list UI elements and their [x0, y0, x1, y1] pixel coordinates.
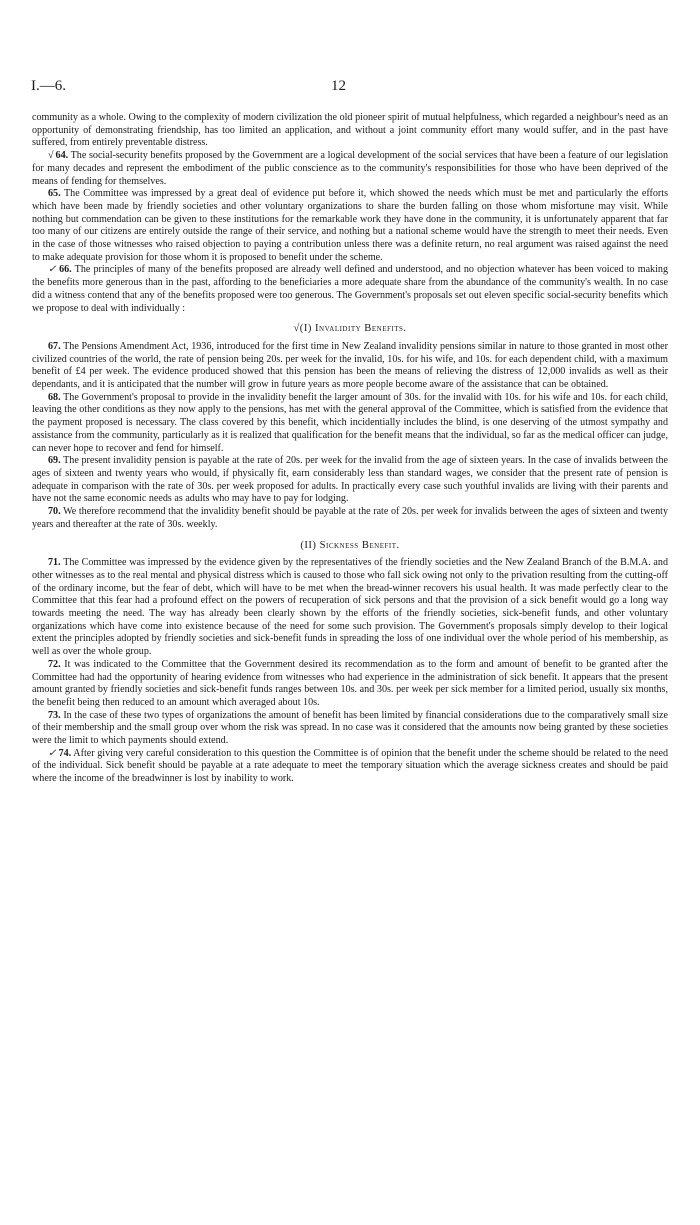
paragraph-text: community as a whole. Owing to the complexity of modern civilization the old pioneer spirit of mutual helpfulness, which regarded a neighbour's need as an opportunity of demonstrating friendship, has too limited an application, and without a joint community effort many would suffer, and in the past have suffered, from entirely preventable distress.: [32, 112, 668, 149]
paragraph-67: [32, 341, 668, 392]
page-header: [31, 78, 669, 98]
paragraph-number: 68.: [48, 391, 61, 403]
paragraph-number: 73.: [48, 709, 61, 721]
paragraph-number: 72.: [48, 658, 61, 670]
paragraph-text: The Committee was impressed by the evidence given by the representatives of the friendly societies and the New Zealand Branch of the B.M.A. and other witnesses as to the real mental and physical distress which is caused to those who fall sick owing not only to the privation resulting from the cutting-off of the ordinary income, but the fear of debt, which will have to be met when the bread-winner recovers his usual health. It was made perfectly clear to the Committee that this fear had a profound effect on the powers of recuperation of sick persons and that the provision of a sick benefit would go a long way towards meeting the need. The way has already been clearly shown by the efforts of the friendly societies, sick-benefit funds, and other voluntary organizations which have come into existence because of the need for some such provision. The Government's proposals simply develop to their logical extent the principles adopted by friendly societies and sick-benefit funds in spreading the loss of one individual over the whole period of his membership, as well as over the whole group.: [32, 557, 668, 658]
paragraph-number: 64.: [55, 150, 69, 162]
paragraph-74: [32, 748, 668, 786]
section-heading-invalidity: [32, 323, 668, 336]
paragraph-text: The principles of many of the benefits proposed are already well defined and understood, and no objection whatever has been voiced to making the benefits more generous than in the past, affording to the beneficiaries a more adequate share from the abundance of the community's wealth. In no case did a witness contend that any of the benefits proposed were too generous. The Government's proposals set out eleven specific social-security benefits which we propose to deal with individually :: [32, 264, 668, 314]
paragraph-text: The present invalidity pension is payable at the rate of 20s. per week for the invalid from the age of sixteen years. In the case of invalids between the ages of sixteen and twenty years who would, if physically fit, earn considerably less than standard wages, we consider that the present rate of pension is adequate in comparison with the rate of 30s. per week proposed for adults. In practically every case such youthful invalids are living with their parents and have not the same economic needs as adults who may have to pay for lodging.: [32, 455, 668, 505]
section-title: (II) Sickness Benefit.: [300, 539, 400, 551]
paragraph-text: It was indicated to the Committee that the Government desired its recommendation as to the form and amount of benefit to be granted after the Committee had had the opportunity of hearing evidence from witnesses who had experience in the administration of sick benefit. It appears that the present amount granted by friendly societies and sick-benefit funds ranges between 10s. and 30s. per week per sick member for a limited period, usually six months, the benefit being then reduced to an amount which averaged about 10s.: [32, 658, 668, 708]
paragraph-text: The Government's proposal to provide in the invalidity benefit the larger amount of 30s. for the invalid with 10s. for his wife and 10s. for each child, leaving the other conditions as they now apply to the pensions, has met with the general approval of the Committee, which is satisfied from the evidence that the payment proposed is necessary. The class covered by this benefit, which incidentially includes the blind, is one deserving of the utmost sympathy and assistance from the community, particularly as it is realized that qualification for the benefit means that the individual, so far as the medical officer can judge, can never hope to recover and fend for himself.: [32, 391, 668, 454]
paragraph-number: 66.: [59, 264, 72, 276]
paragraph-73: [32, 710, 668, 748]
paragraph-64: [32, 150, 668, 188]
paragraph-number: 65.: [48, 188, 61, 200]
paragraph-number: 69.: [48, 455, 61, 467]
paragraph-number: 71.: [48, 557, 61, 569]
paragraph-text: The Committee was impressed by a great deal of evidence put before it, which showed the needs which must be met and particularly the efforts which have been made by friendly societies and other voluntary organizations to share the burden falling on those whom misfortune may visit. While nothing but commendation can be given to these institutions for the remarkable work they have done in the community, it is unfortunately apparent that far too many of our citizens are entirely outside the range of their service, and nothing but a national scheme would have the strength to meet their needs. Even in the case of those witnesses who raised objection to paying a contribution unless there was a definite return, no real argument was raised against the need to make adequate provision for those whom it is proposed to benefit under the scheme.: [32, 188, 668, 263]
page-number: 12: [331, 78, 346, 94]
section-heading-sickness: [32, 540, 668, 553]
paragraph-71: [32, 557, 668, 659]
paragraph-69: [32, 455, 668, 506]
paragraph-68: [32, 392, 668, 456]
document-body: [32, 112, 668, 786]
paragraph-number: 74.: [58, 747, 72, 759]
paragraph-continued: [32, 112, 668, 150]
check-mark-icon: √: [293, 323, 300, 335]
paragraph-72: [32, 659, 668, 710]
section-title: (I) Invalidity Benefits.: [299, 323, 407, 335]
paragraph-text: The social-security benefits proposed by the Government are a logical development of the social services that have been a feature of our legislation for many decades and represent the embodiment of the public conscience as to the community's responsibilities for those who have been deprived of the means of fending for themselves.: [32, 150, 669, 187]
paragraph-text: We therefore recommend that the invalidity benefit should be payable at the rate of 20s. per week for invalids between the ages of sixteen and twenty years and thereafter at the rate of 30s. weekly.: [32, 506, 669, 530]
paragraph-text: In the case of these two types of organizations the amount of benefit has been limited by financial considerations due to the comparatively small size of their membership and the small group over whom the risk was spread. In no case was it considered that the amounts now being granted by these societies were the limit to which payments should extend.: [32, 709, 668, 747]
paragraph-number: 70.: [48, 506, 61, 518]
document-reference: I.—6.: [31, 78, 66, 94]
paragraph-65: [32, 188, 668, 264]
check-mark-icon: ✓: [48, 264, 58, 276]
paragraph-number: 67.: [48, 340, 61, 352]
check-mark-icon: ✓: [48, 747, 57, 759]
check-mark-icon: √: [48, 150, 54, 162]
paragraph-66: [32, 264, 668, 315]
paragraph-text: After giving very careful consideration to this question the Committee is of opinion that the benefit under the scheme should be related to the need of the individual. Sick benefit should be payable at a rate adequate to meet the temporary situation which the average sickness creates and should be paid where the income of the breadwinner is lost by inability to work.: [32, 747, 668, 785]
paragraph-text: The Pensions Amendment Act, 1936, introduced for the first time in New Zealand invalidity pensions similar in nature to those granted in most other civilized countries of the world, the rate of pension being 20s. per week for the invalid, 10s. for his wife, and 10s. for each dependent child, with a maximum benefit of £4 per week. The evidence produced showed that this pension has been the means of relieving the distress of 12,000 invalids as well as their dependants, and it is anticipated that the number will grow in future years as more people become aware of the assistance that can be obtained.: [32, 340, 668, 391]
paragraph-70: [32, 506, 668, 531]
